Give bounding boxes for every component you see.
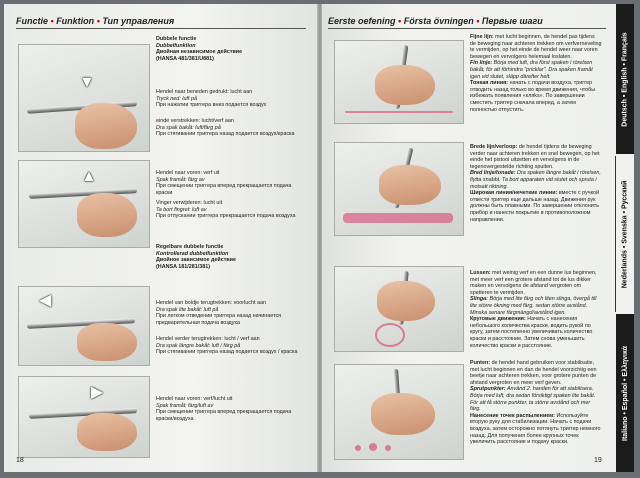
header-title-ru: Тип управления — [102, 16, 175, 26]
instruction-7-sv: Spak framåt: färg/luft av — [156, 402, 214, 409]
section1-title — [156, 36, 306, 62]
header-rule-right — [328, 28, 606, 29]
photo-double-action-press — [18, 44, 150, 152]
text-span: Lussen: — [470, 270, 491, 276]
instruction-block-1 — [156, 89, 306, 109]
text-span: Тонкая линия: — [470, 80, 509, 87]
page-number-right: 19 — [594, 457, 602, 464]
instruction-2-ru: При стягивании триггера назад подается воздух/краска — [156, 131, 295, 138]
text-span: Нанесение точек распылением: — [470, 412, 555, 419]
language-tab-it-es-el[interactable] — [616, 314, 634, 472]
instruction-block-7 — [156, 396, 306, 422]
instruction-1-nl: Hendel naar beneden gedrukt: lucht aan — [156, 89, 253, 95]
instruction-7-ru: При смещении триггера вперед прекращается подача краски/воздуха — [156, 409, 292, 422]
header-title-sv: Funktion — [56, 16, 95, 26]
right-page — [322, 4, 634, 472]
text-span: Dra spaken längre bakåt i rörelsen, flytta snabbt. Ta bort apparaten vid slutet och spruta i motsatt riktning. — [470, 170, 601, 190]
header-exercise-nl: Eerste oefening — [328, 16, 396, 26]
text-span: Brede lijn/verloop: — [470, 144, 518, 150]
text-span: Sprutpunkter: — [470, 386, 506, 393]
instruction-2-nl: einde verstrekken: lucht/verf aan — [156, 118, 234, 124]
instruction-5-ru: При легком отведении триггера назад начинается предварительная подача воздуха — [156, 313, 282, 326]
instruction-5-nl: Hendel van boldje terugtrekken: voorlucht aan — [156, 300, 266, 306]
language-tab-label: Italiano • Español • Ελληνικά — [621, 345, 629, 441]
language-tab-label: Nederlands • Svenska • Русский — [621, 180, 629, 288]
instruction-2-sv: Dra spak bakåt: luft/färg på — [156, 124, 221, 131]
photo-broad-line — [334, 142, 464, 236]
header-rule — [16, 28, 306, 29]
instruction-1-ru: При нажатии триггера вниз подается воздух — [156, 102, 267, 109]
left-page-header: Functie • Funktion • Тип управления — [16, 16, 175, 26]
instruction-3-nl: Hendel naar voren: verf uit — [156, 170, 220, 176]
instruction-4-sv: Ta bort fingret: luft av — [156, 206, 207, 213]
section2-title-ru: Двойное зависимое действие — [156, 257, 236, 264]
text-span: Начать с нанесения небольшого количества краски, водить рукой по кругу, затем постепенно увеличивать количество краски и расстояние. Затем снова уменьшить количество краски и расстояние. — [470, 316, 593, 349]
header-exercise-sv: Första övningen — [403, 16, 474, 26]
text-span: Fijne lijn: — [470, 34, 494, 40]
text-span: Круговые движения: — [470, 316, 526, 323]
section2-title-nl: Regelbare dubbele functie — [156, 244, 224, 250]
photo-controlled-pull — [18, 286, 150, 366]
instruction-5-sv: Dra spak lite bakåt: luft på — [156, 306, 219, 313]
right-page-header: Eerste oefening • Första övningen • Первые шаги — [328, 16, 543, 26]
instruction-3-sv: Spak framåt: färg av — [156, 176, 205, 183]
section2-title — [156, 244, 306, 270]
instruction-4-ru: При отпускании триггера прекращается подача воздуха — [156, 213, 296, 220]
instruction-block-2 — [156, 118, 311, 138]
instruction-6-nl: Hendel verder terugtrekken: lucht / verf aan — [156, 336, 260, 342]
arrow-down-icon: ▼ — [79, 74, 95, 91]
section1-title-nl: Dubbele functie — [156, 36, 197, 42]
text-span: Slinga: — [470, 296, 488, 303]
page-number-left: 18 — [16, 457, 24, 464]
photo-fine-line — [334, 40, 464, 124]
instruction-block-4 — [156, 200, 306, 220]
exercise-broad-line — [470, 144, 602, 223]
text-span: de hendel hand gebruiken voor stabilisatie, met lucht beginnen en dan de hendel voorzichtig een beetje naar achteren trekken, voor grotere punten de afstand vergroten en meer verf geven. — [470, 360, 597, 386]
instruction-block-3 — [156, 170, 306, 196]
instruction-block-5 — [156, 300, 306, 326]
text-span: Широкая линия/нечеткие линии: — [470, 190, 558, 197]
left-page — [4, 4, 318, 472]
photo-controlled-forward — [18, 376, 150, 458]
text-span: Börja med luft, dra först spaken i rörelsen bakåt, för att förhindra "pricklar". Dra spaken framåt igen vid slutet, släpp därefter helt. — [470, 60, 593, 80]
section1-title-sv: Dubbelfunktion — [156, 42, 196, 49]
arrow-up-icon: ▲ — [81, 168, 97, 185]
text-span: начать с подачи воздуха, триггер отводить назад только во время движения, чтобы избежать появления «кляks». По завершении сместить триггер сначала вперед, а затем полностью отпустить. — [470, 80, 596, 113]
text-span: Punten: — [470, 360, 491, 366]
instruction-4-nl: Vinger verwijderen: lucht uit — [156, 200, 223, 206]
exercise-loops — [470, 270, 602, 349]
header-exercise-ru: Первые шаги — [481, 16, 543, 26]
text-span: met lucht beginnen, de hendel pas tijdens de beweging naar achteren trekken om verfverneveling te vermijden, op het einde de hendel weer naar voren bewegen en vervolgens helemaal loslaten. — [470, 34, 602, 60]
photo-loops — [334, 266, 464, 352]
section1-title-ru: Двойная независимое действие — [156, 49, 243, 56]
text-span: вместе с ручкой отвести триггер еще дальше назад. Движения рук должны быть плавными. По завершении отклонить прибор и нанести покрытие в противоположном направлении. — [470, 190, 600, 223]
photo-dots — [334, 364, 464, 460]
text-span: Используйте вторую руку для стабилизации. Начать с подачи воздуха, затем осторожно потянуть триггер немного назад. Для получения более крупных точек увеличить расстояние и подачу краски. — [470, 412, 601, 446]
instruction-1-sv: Tryck ned: luft på — [156, 95, 197, 102]
header-title-nl: Functie — [16, 16, 49, 26]
text-span: Fin linje: — [470, 60, 493, 67]
instruction-6-ru: При стягивании триггера назад подается воздух / краска — [156, 349, 298, 356]
arrow-left-icon: ◀ — [39, 292, 52, 309]
instruction-3-ru: При смещении триггера вперед прекращается подача краски — [156, 183, 292, 196]
section1-models: (HANSA 481/381/U881) — [156, 55, 214, 62]
exercise-fine-line — [470, 34, 602, 113]
arrow-right-icon: ▶ — [91, 384, 104, 401]
section2-models: (HANSA 181/281/381) — [156, 263, 211, 270]
text-span: de hendel tijdens de beweging verder naar achteren trekken en snel bewegen, op het einde het pistool uitzetten en vervolgens in de tegenovergestelde richting spuiten. — [470, 144, 600, 170]
text-span: Använd 2. handen för att stabilisera. Börja med luft, dra sedan försiktigt spaken lite bakåt. För att få större punkter, ta större avstånd och mer färg. — [470, 386, 596, 413]
language-tab-de-en-fr[interactable] — [616, 4, 634, 154]
exercise-dots — [470, 360, 602, 446]
section2-title-sv: Kontrollerad dubbelfunktion — [156, 250, 229, 257]
instruction-6-sv: Dra spak längre bakåt: luft / färg på — [156, 342, 241, 349]
text-span: Börja med lite färg och liten slinga, övergå till lite större ökning med färg, sedan större avstånd. Minska senare färgmängd/avstånd igen. — [470, 296, 597, 316]
language-tab-nl-sv-ru[interactable] — [615, 156, 634, 312]
language-tab-label: Deutsch • English • Français — [621, 31, 629, 127]
instruction-block-6 — [156, 336, 306, 356]
text-span: Bred linje/tonade: — [470, 170, 516, 177]
photo-double-action-forward — [18, 160, 150, 248]
brochure-spread — [4, 4, 634, 472]
instruction-7-nl: Hendel naar voren: verf/lucht uit — [156, 396, 233, 402]
text-span: met weinig verf en een dunne lus beginnen, met meer verf een grotere afstand tot de lus dikker maken en vervolgens de afstand vergroten om spetteren te vermijden. — [470, 270, 597, 296]
